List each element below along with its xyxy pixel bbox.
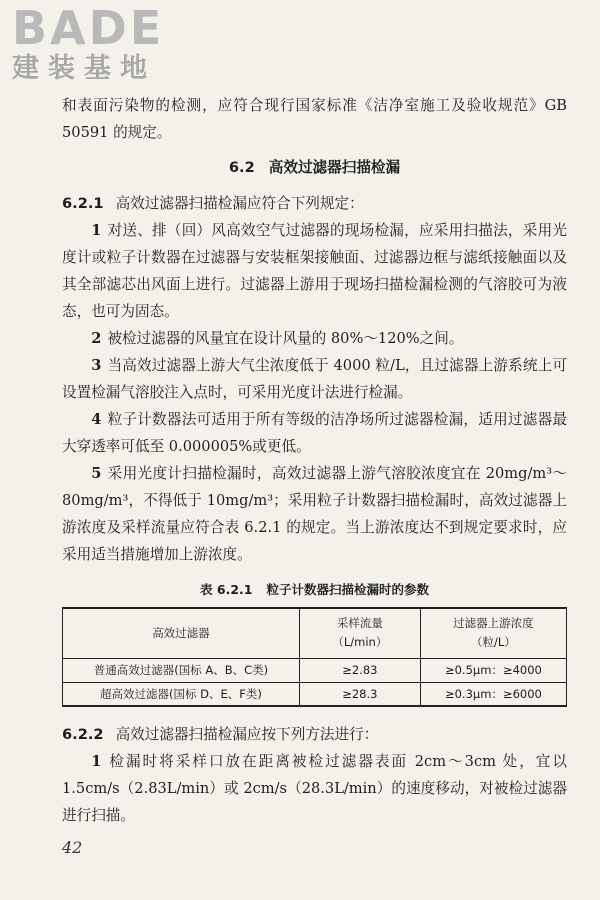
logo-subtitle: 建装基地 [12, 53, 156, 84]
header-flow [299, 608, 420, 658]
section-number: 6.2 [228, 159, 255, 176]
header-filter: 高效过滤器 [63, 608, 300, 658]
clause-number: 6.2.1 [62, 195, 104, 212]
item-text: 当高效过滤器上游大气尘浓度低于 4000 粒/L，且过滤器上游系统上可设置检漏气溶胶注入点时，可采用光度计法进行检漏。 [62, 357, 567, 401]
item-number: 1 [91, 222, 102, 239]
header-flow-unit: （L/min） [332, 635, 388, 650]
clause-item [62, 352, 567, 406]
item-number: 2 [91, 330, 102, 347]
cell-filter: 普通高效过滤器(国标 A、B、C类) [63, 658, 300, 682]
table-row [63, 658, 567, 682]
table-number: 表 6.2.1 [200, 582, 253, 597]
header-concentration-unit: （粒/L） [471, 635, 516, 650]
clause-text: 高效过滤器扫描检漏应按下列方法进行： [115, 726, 379, 743]
clause-text: 高效过滤器扫描检漏应符合下列规定： [115, 195, 364, 212]
cell-concentration: ≥0.5μm：≥4000 [420, 658, 566, 682]
item-text: 对送、排（回）风高效空气过滤器的现场检漏，应采用扫描法，采用光度计或粒子计数器在过滤器与安装框架接触面、过滤器边框与滤纸接触面以及其全部滤芯出风面上进行。过滤器上游用于现场扫描检漏检测的气溶胶可为液态，也可为固态。 [62, 222, 567, 320]
section-title: 高效过滤器扫描检漏 [268, 159, 401, 176]
item-text: 被检过滤器的风量宜在设计风量的 80%～120%之间。 [107, 330, 464, 347]
item-text: 检漏时将采样口放在距离被检过滤器表面 2cm～3cm 处，宜以 1.5cm/s（2.83L/min）或 2cm/s（28.3L/min）的速度移动，对被检过滤器进行扫描。 [62, 753, 567, 824]
clause-item [62, 217, 567, 325]
cell-filter: 超高效过滤器(国标 D、E、F类) [63, 682, 300, 706]
header-concentration [420, 608, 566, 658]
cell-flow: ≥2.83 [299, 658, 420, 682]
header-flow-label: 采样流量 [336, 616, 383, 631]
clause-6-2-2 [62, 721, 567, 748]
item-number: 3 [91, 357, 102, 374]
section-heading [62, 154, 567, 182]
table-header-row [63, 608, 567, 658]
item-number: 1 [91, 753, 102, 770]
clause-number: 6.2.2 [62, 726, 104, 743]
table-title: 粒子计数器扫描检漏时的参数 [266, 582, 429, 597]
cell-concentration: ≥0.3μm：≥6000 [420, 682, 566, 706]
bade-logo [12, 1, 165, 84]
clause-item [62, 325, 567, 352]
page-number: 42 [62, 838, 83, 857]
table-caption [62, 580, 567, 598]
header-concentration-label: 过滤器上游浓度 [453, 616, 534, 631]
table-row [63, 682, 567, 706]
page-content [62, 92, 567, 829]
clause-6-2-1 [62, 190, 567, 217]
item-text: 采用光度计扫描检漏时，高效过滤器上游气溶胶浓度宜在 20mg/m³～80mg/m³，不得低于 10mg/m³；采用粒子计数器扫描检漏时，高效过滤器上游浓度及采样流量应符合表 6.2.1 的规定。当上游浓度达不到规定要求时，应采用适当措施增加上游浓度。 [62, 465, 567, 563]
intro-paragraph: 和表面污染物的检测，应符合现行国家标准《洁净室施工及验收规范》GB 50591 的规定。 [62, 97, 567, 141]
cell-flow: ≥28.3 [299, 682, 420, 706]
item-text: 粒子计数器法可适用于所有等级的洁净场所过滤器检漏，适用过滤器最大穿透率可低至 0.000005%或更低。 [62, 411, 567, 455]
clause-item [62, 406, 567, 460]
item-number: 4 [91, 411, 102, 428]
clause-item [62, 748, 567, 829]
logo-brand: BADE [12, 1, 165, 55]
parameter-table [62, 607, 567, 707]
item-number: 5 [91, 465, 102, 482]
clause-item [62, 460, 567, 568]
